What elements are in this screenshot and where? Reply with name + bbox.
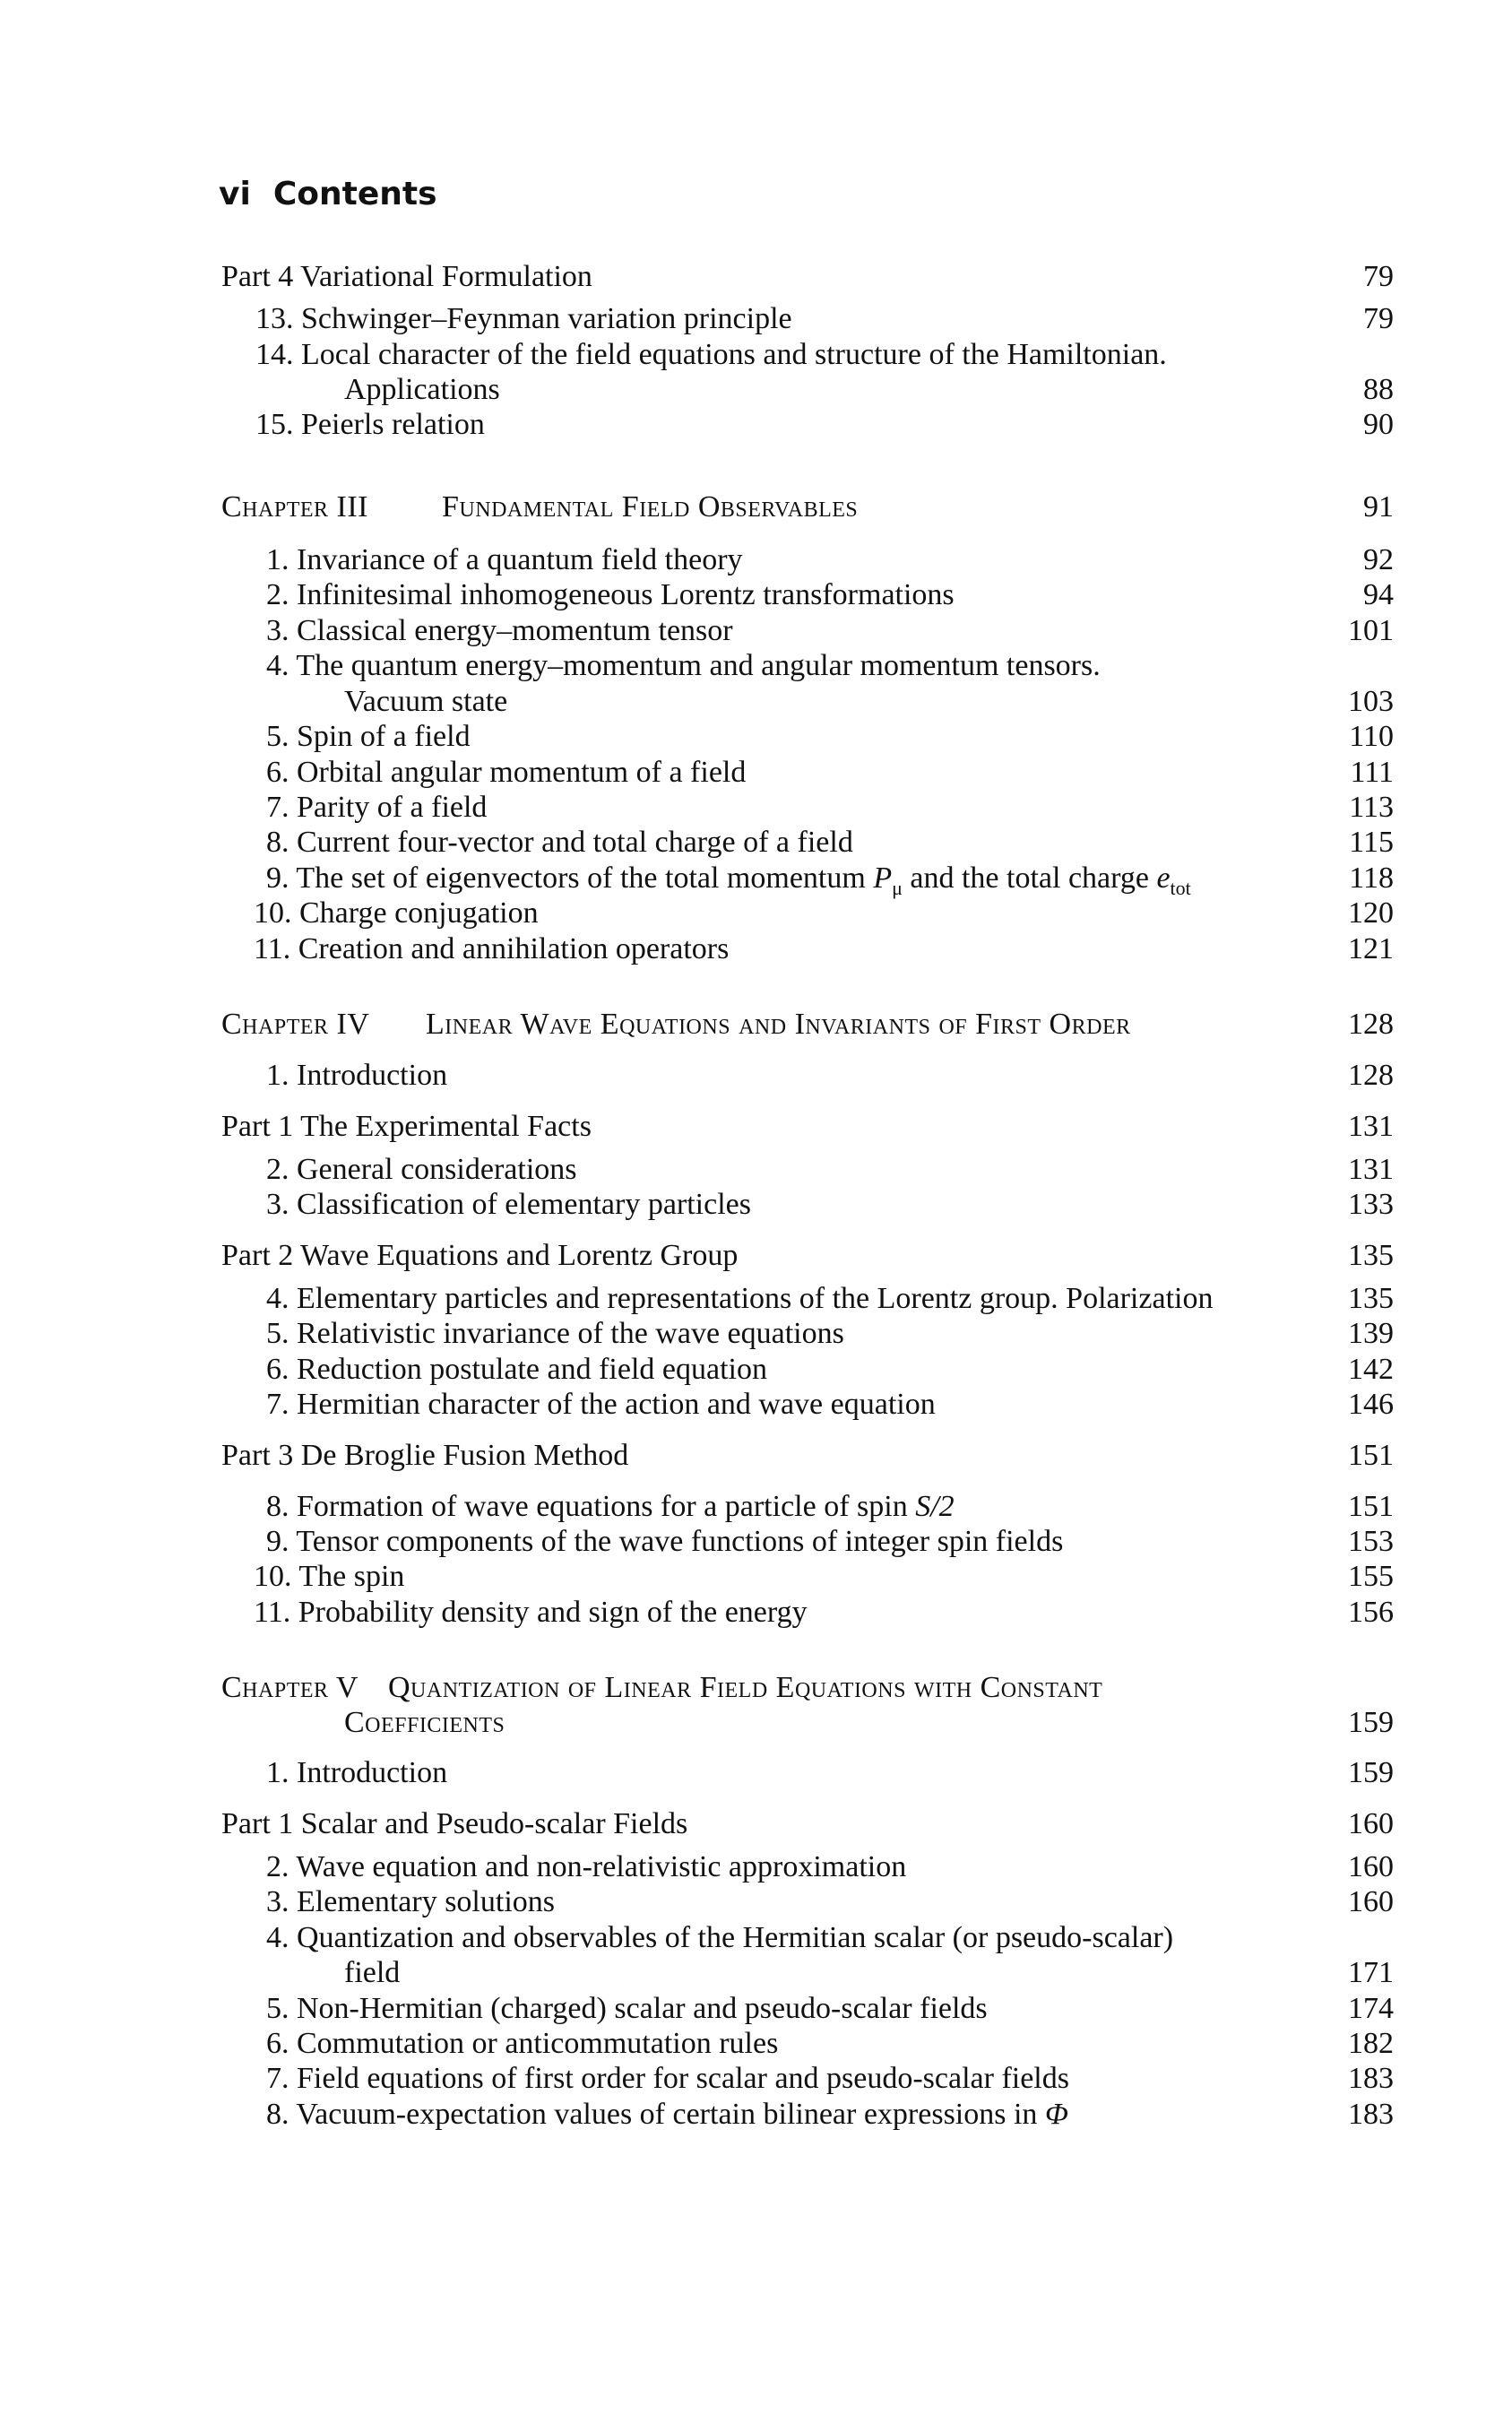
toc-entry [0, 790, 1512, 826]
toc-entry [0, 1489, 1512, 1525]
toc-title: Part 1 The Experimental Facts [221, 1110, 592, 1143]
toc-title: 9. Tensor components of the wave functions of integer spin fields [266, 1525, 1064, 1558]
toc-entry-continuation [0, 372, 1512, 408]
toc-title: 7. Field equations of first order for scalar and pseudo-scalar fields [266, 2062, 1069, 2095]
chapter-title: Quantization of Linear Field Equations with Constant [388, 1671, 1103, 1704]
toc-page: 118 [1349, 861, 1394, 895]
toc-page: 142 [1348, 1353, 1394, 1386]
toc-entry [0, 1058, 1512, 1094]
toc-page: 160 [1348, 1885, 1394, 1918]
toc-part-heading [0, 1238, 1512, 1274]
toc-page: 183 [1348, 2098, 1394, 2131]
toc-page: 103 [1348, 685, 1394, 718]
chapter-label: Chapter III [221, 490, 368, 524]
toc-title: Part 3 De Broglie Fusion Method [221, 1439, 629, 1472]
toc-page: 79 [1363, 302, 1394, 335]
toc-page: 128 [1348, 1008, 1394, 1041]
toc-entry [0, 1755, 1512, 1791]
charge-subscript: tot [1170, 876, 1191, 899]
toc-page: 91 [1363, 490, 1394, 524]
toc-title: 6. Orbital angular momentum of a field [266, 756, 747, 789]
toc-entry [0, 1152, 1512, 1188]
toc-title: field [344, 1956, 401, 1989]
toc-entry [0, 719, 1512, 755]
toc-page: 113 [1349, 791, 1394, 824]
toc-title: 15. Peierls relation [255, 408, 485, 441]
toc-title: Part 4 Variational Formulation [221, 260, 592, 293]
toc-page: 131 [1348, 1110, 1394, 1143]
toc-title: 2. Wave equation and non-relativistic approximation [266, 1850, 907, 1883]
header-page-number: vi [219, 176, 251, 212]
toc-entry [0, 1316, 1512, 1352]
toc-page: 131 [1348, 1153, 1394, 1186]
toc-entry [0, 648, 1512, 684]
toc-title [266, 1489, 955, 1525]
toc-title: 10. The spin [254, 1560, 405, 1593]
toc-entry [0, 931, 1512, 967]
toc-title: 11. Creation and annihilation operators [254, 932, 730, 965]
toc-entry [0, 2026, 1512, 2062]
toc-chapter-heading [0, 1007, 1512, 1043]
toc-entry [0, 407, 1512, 443]
toc-entry [0, 1187, 1512, 1223]
toc-page: 155 [1348, 1560, 1394, 1593]
toc-entry [0, 1387, 1512, 1423]
toc-page: 121 [1348, 932, 1394, 965]
toc-page: 171 [1348, 1956, 1394, 1989]
toc-title: 3. Elementary solutions [266, 1885, 556, 1918]
toc-title: 4. Quantization and observables of the Hermitian scalar (or pseudo-scalar) [266, 1921, 1174, 1954]
toc-chapter-heading [0, 489, 1512, 525]
toc-title-part: 9. The set of eigenvectors of the total momentum [266, 861, 874, 895]
toc-entry-continuation [0, 1955, 1512, 1991]
header-title: Contents [272, 176, 437, 212]
toc-title: 11. Probability density and sign of the energy [254, 1596, 808, 1629]
toc-title: 3. Classical energy–momentum tensor [266, 614, 733, 647]
toc-page: 133 [1348, 1188, 1394, 1221]
toc-title: 14. Local character of the field equations and structure of the Hamiltonian. [255, 338, 1167, 371]
toc-entry [0, 1524, 1512, 1560]
toc-page: 110 [1349, 720, 1394, 753]
momentum-symbol: P [873, 861, 893, 895]
toc-title: 13. Schwinger–Feynman variation principle [255, 302, 792, 335]
phi-symbol: Φ [1044, 2098, 1068, 2131]
toc-entry [0, 2097, 1512, 2133]
toc-entry [0, 613, 1512, 649]
toc-title: Part 2 Wave Equations and Lorentz Group [221, 1239, 739, 1272]
toc-entry [0, 755, 1512, 791]
toc-entry [0, 1884, 1512, 1920]
running-header [219, 176, 437, 212]
toc-title [266, 2097, 1068, 2133]
chapter-title: Coefficients [344, 1706, 505, 1739]
toc-page: 183 [1348, 2062, 1394, 2095]
toc-title: 3. Classification of elementary particles [266, 1188, 751, 1221]
toc-page: 159 [1348, 1756, 1394, 1789]
toc-entry [0, 1281, 1512, 1317]
toc-entry [0, 542, 1512, 578]
toc-entry [0, 896, 1512, 931]
toc-page: 160 [1348, 1807, 1394, 1840]
toc-title: 10. Charge conjugation [254, 896, 539, 930]
toc-title-part: 8. Formation of wave equations for a particle of spin [266, 1490, 916, 1523]
chapter-label: Chapter V [221, 1671, 359, 1704]
toc-page: 115 [1349, 826, 1394, 859]
toc-page: 120 [1348, 896, 1394, 930]
momentum-subscript: μ [892, 876, 903, 899]
toc-title-part: 8. Vacuum-expectation values of certain bilinear expressions in [266, 2098, 1045, 2131]
toc-entry [0, 861, 1512, 899]
toc-page: 90 [1363, 408, 1394, 441]
toc-page: 111 [1350, 756, 1394, 789]
toc-part-heading [0, 1438, 1512, 1474]
toc-entry [0, 337, 1512, 373]
toc-page: 182 [1348, 2027, 1394, 2060]
toc-page: 128 [1348, 1059, 1394, 1092]
toc-page: 153 [1348, 1525, 1394, 1558]
toc-title: 4. The quantum energy–momentum and angular momentum tensors. [266, 649, 1101, 682]
toc-title: 1. Introduction [266, 1059, 448, 1092]
toc-part-heading [0, 1109, 1512, 1145]
toc-title: 1. Introduction [266, 1756, 448, 1789]
toc-title: 4. Elementary particles and representations of the Lorentz group. Polarization [266, 1282, 1214, 1315]
toc-title: 1. Invariance of a quantum field theory [266, 543, 743, 576]
toc-title: Vacuum state [344, 685, 508, 718]
toc-page: 92 [1363, 543, 1394, 576]
toc-entry [0, 1920, 1512, 1956]
toc-page: 135 [1348, 1239, 1394, 1272]
toc-page: 146 [1348, 1388, 1394, 1421]
toc-entry [0, 301, 1512, 337]
toc-title: 6. Reduction postulate and field equation [266, 1353, 767, 1386]
toc-page: 94 [1363, 578, 1394, 611]
toc-chapter-heading [0, 1670, 1512, 1706]
toc-entry [0, 825, 1512, 861]
toc-entry [0, 2061, 1512, 2097]
chapter-title: Linear Wave Equations and Invariants of First Order [426, 1008, 1131, 1041]
toc-entry [0, 1849, 1512, 1885]
toc-page: 160 [1348, 1850, 1394, 1883]
toc-entry [0, 1595, 1512, 1631]
toc-title-part: and the total charge [902, 861, 1157, 895]
toc-title: 5. Non-Hermitian (charged) scalar and pseudo-scalar fields [266, 1992, 988, 2025]
toc-page: 88 [1363, 373, 1394, 406]
toc-part-heading [0, 1806, 1512, 1842]
toc-page: 79 [1363, 260, 1394, 293]
toc-page: 101 [1348, 614, 1394, 647]
toc-page: 151 [1348, 1439, 1394, 1472]
toc-title: 2. Infinitesimal inhomogeneous Lorentz transformations [266, 578, 955, 611]
toc-page: 151 [1348, 1490, 1394, 1523]
toc-title: 6. Commutation or anticommutation rules [266, 2027, 779, 2060]
toc-title: 8. Current four-vector and total charge of a field [266, 826, 853, 859]
toc-page: 159 [1348, 1706, 1394, 1739]
charge-symbol: e [1156, 861, 1171, 895]
toc-entry [0, 1991, 1512, 2027]
toc-entry [0, 1352, 1512, 1388]
toc-title: 5. Spin of a field [266, 720, 471, 753]
toc-title: 5. Relativistic invariance of the wave equations [266, 1317, 844, 1350]
toc-entry-continuation [0, 684, 1512, 720]
toc-chapter-heading-continuation [0, 1705, 1512, 1741]
toc-page: 174 [1348, 1992, 1394, 2025]
chapter-label: Chapter IV [221, 1008, 370, 1041]
toc-title: Applications [344, 373, 500, 406]
toc-title: Part 1 Scalar and Pseudo-scalar Fields [221, 1807, 688, 1840]
toc-page: 135 [1348, 1282, 1394, 1315]
toc-part-heading [0, 259, 1512, 295]
spin-symbol: S/2 [915, 1490, 955, 1523]
toc-page: 156 [1348, 1596, 1394, 1629]
toc-entry [0, 577, 1512, 613]
toc-title: 7. Parity of a field [266, 791, 488, 824]
toc-title: 7. Hermitian character of the action and wave equation [266, 1388, 936, 1421]
toc-page: 139 [1348, 1317, 1394, 1350]
toc-title: 2. General considerations [266, 1153, 577, 1186]
chapter-title: Fundamental Field Observables [442, 490, 859, 524]
toc-entry [0, 1559, 1512, 1595]
